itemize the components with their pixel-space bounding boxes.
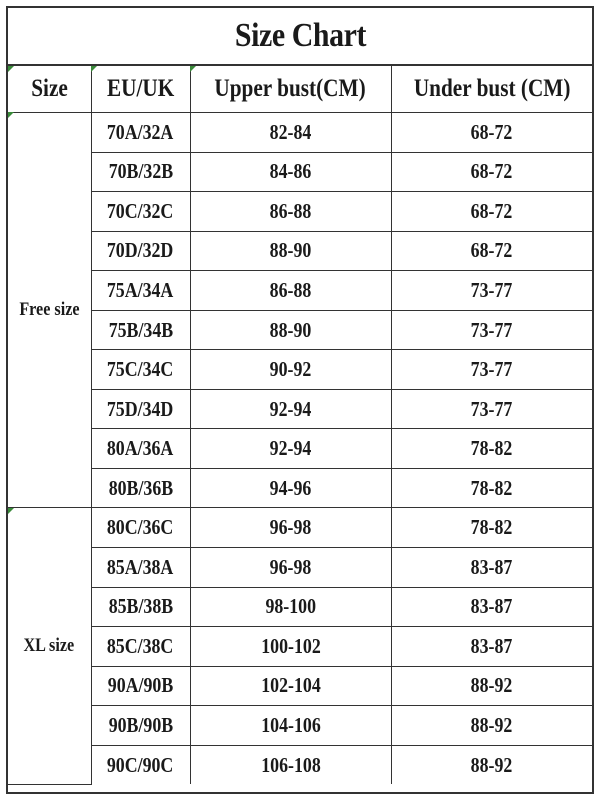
eu-uk-cell: 90A/90B xyxy=(91,666,190,706)
table-row xyxy=(8,666,592,706)
upper-bust-cell: 84-86 xyxy=(190,152,391,192)
table-row xyxy=(8,548,592,588)
table-row xyxy=(8,508,592,548)
cell-marker-icon xyxy=(91,66,97,72)
table-row xyxy=(8,627,592,667)
title-row xyxy=(8,8,592,66)
table-row xyxy=(8,192,592,232)
table-row xyxy=(8,231,592,271)
eu-uk-cell: 80A/36A xyxy=(91,429,190,469)
eu-uk-cell: 75A/34A xyxy=(91,271,190,311)
header-row xyxy=(8,66,592,113)
upper-bust-cell: 82-84 xyxy=(190,113,391,153)
header-eu-uk: EU/UK xyxy=(91,66,190,113)
upper-bust-cell: 100-102 xyxy=(190,627,391,667)
eu-uk-cell: 70B/32B xyxy=(91,152,190,192)
table-row xyxy=(8,745,592,784)
table-row xyxy=(8,706,592,746)
under-bust-cell: 83-87 xyxy=(391,548,592,588)
under-bust-cell: 73-77 xyxy=(391,389,592,429)
eu-uk-cell: 85C/38C xyxy=(91,627,190,667)
table-row xyxy=(8,310,592,350)
table-row xyxy=(8,113,592,153)
under-bust-cell: 68-72 xyxy=(391,192,592,232)
upper-bust-cell: 86-88 xyxy=(190,271,391,311)
eu-uk-cell: 70C/32C xyxy=(91,192,190,232)
eu-uk-cell: 70A/32A xyxy=(91,113,190,153)
upper-bust-cell: 96-98 xyxy=(190,508,391,548)
size-group-label: XL size xyxy=(8,508,91,784)
eu-uk-cell: 75B/34B xyxy=(91,310,190,350)
under-bust-cell: 73-77 xyxy=(391,271,592,311)
eu-uk-cell: 75D/34D xyxy=(91,389,190,429)
upper-bust-cell: 92-94 xyxy=(190,429,391,469)
table-row xyxy=(8,152,592,192)
under-bust-cell: 83-87 xyxy=(391,627,592,667)
under-bust-cell: 73-77 xyxy=(391,310,592,350)
header-under-bust: Under bust (CM) xyxy=(391,66,592,113)
upper-bust-cell: 90-92 xyxy=(190,350,391,390)
table-row xyxy=(8,429,592,469)
eu-uk-cell: 85B/38B xyxy=(91,587,190,627)
under-bust-cell: 83-87 xyxy=(391,587,592,627)
table-row xyxy=(8,468,592,508)
upper-bust-cell: 94-96 xyxy=(190,468,391,508)
under-bust-cell: 68-72 xyxy=(391,113,592,153)
upper-bust-cell: 88-90 xyxy=(190,310,391,350)
cell-marker-icon xyxy=(8,112,14,118)
eu-uk-cell: 85A/38A xyxy=(91,548,190,588)
header-upper-bust: Upper bust(CM) xyxy=(190,66,391,113)
header-size: Size xyxy=(8,66,91,113)
under-bust-cell: 78-82 xyxy=(391,429,592,469)
eu-uk-cell: 90C/90C xyxy=(91,745,190,784)
upper-bust-cell: 96-98 xyxy=(190,548,391,588)
cell-marker-icon xyxy=(8,508,14,514)
under-bust-cell: 78-82 xyxy=(391,508,592,548)
cell-marker-icon xyxy=(190,66,196,72)
table-row xyxy=(8,389,592,429)
upper-bust-cell: 92-94 xyxy=(190,389,391,429)
under-bust-cell: 78-82 xyxy=(391,468,592,508)
upper-bust-cell: 106-108 xyxy=(190,745,391,784)
under-bust-cell: 68-72 xyxy=(391,231,592,271)
under-bust-cell: 88-92 xyxy=(391,666,592,706)
chart-title: Size Chart xyxy=(234,17,366,54)
under-bust-cell: 73-77 xyxy=(391,350,592,390)
under-bust-cell: 68-72 xyxy=(391,152,592,192)
under-bust-cell: 88-92 xyxy=(391,706,592,746)
table-row xyxy=(8,350,592,390)
upper-bust-cell: 86-88 xyxy=(190,192,391,232)
upper-bust-cell: 88-90 xyxy=(190,231,391,271)
upper-bust-cell: 102-104 xyxy=(190,666,391,706)
table-row xyxy=(8,271,592,311)
table-row xyxy=(8,587,592,627)
size-group-label: Free size xyxy=(8,113,91,508)
eu-uk-cell: 70D/32D xyxy=(91,231,190,271)
eu-uk-cell: 90B/90B xyxy=(91,706,190,746)
size-table xyxy=(8,66,592,785)
cell-marker-icon xyxy=(8,66,14,72)
upper-bust-cell: 98-100 xyxy=(190,587,391,627)
size-chart xyxy=(6,6,594,794)
under-bust-cell: 88-92 xyxy=(391,745,592,784)
eu-uk-cell: 80C/36C xyxy=(91,508,190,548)
eu-uk-cell: 75C/34C xyxy=(91,350,190,390)
eu-uk-cell: 80B/36B xyxy=(91,468,190,508)
upper-bust-cell: 104-106 xyxy=(190,706,391,746)
